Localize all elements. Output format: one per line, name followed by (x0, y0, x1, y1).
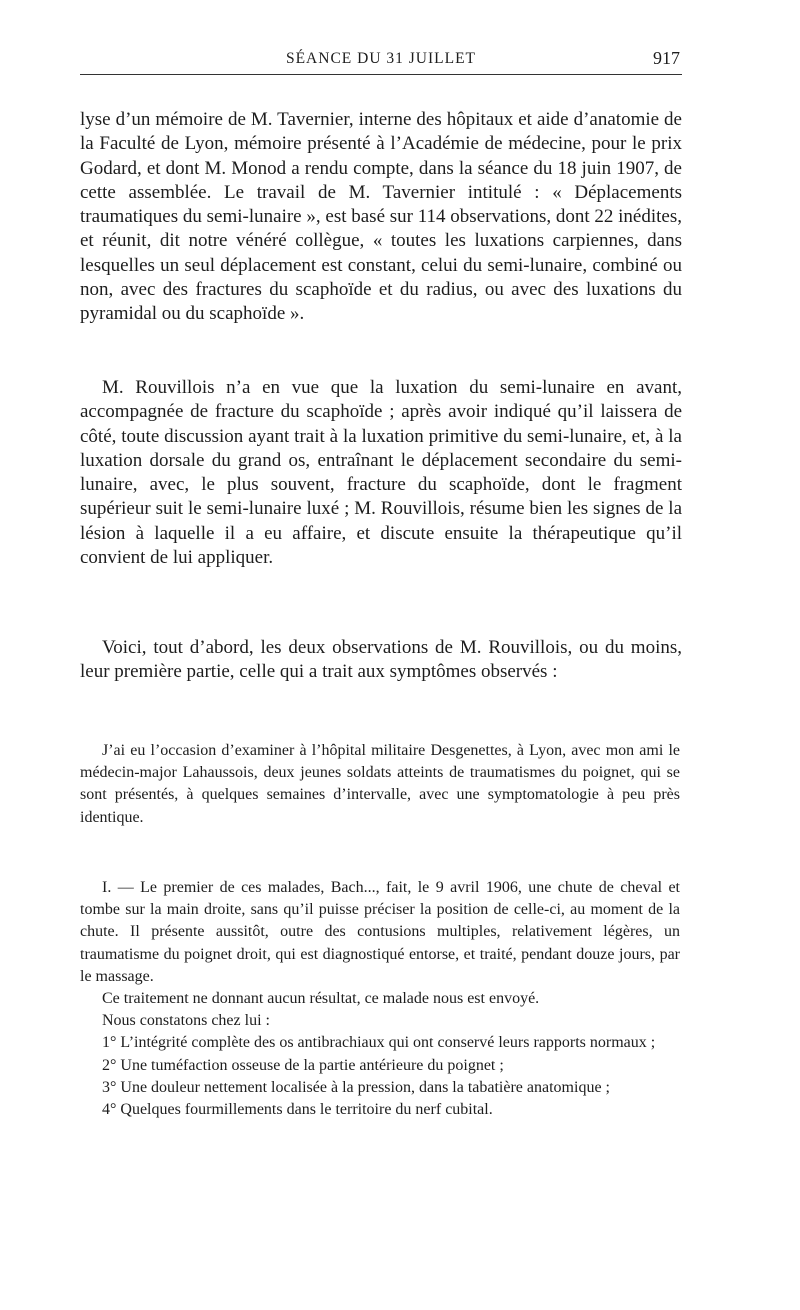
findings-intro: Nous constatons chez lui : (102, 1012, 270, 1030)
finding-item: 3° Une douleur nettement localisée à la pression, dans la tabatière anatomique ; (102, 1078, 610, 1096)
running-title: SÉANCE DU 31 JUILLET (285, 50, 477, 67)
paragraph-rouvillois-summary: M. Rouvillois n’a en vue que la luxation du semi-lunaire en avant, accompagnée de fracture du scaphoïde ; après avoir indiqué qu’il laissera de côté, toute discussion ayant trait à la luxation primitive du semi-lunaire, et, à la luxation dorsale du grand os, entraînant le déplacement secondaire du semi-lunaire, avec, le plus souvent, fracture du scaphoïde, dont le fragment supérieur suit le semi-lunaire luxé ; M. Rouvillois, résume bien les signes de la lésion à laquelle il a eu affaire, et discute ensuite la thérapeutique qu’il convient de lui appliquer. (80, 377, 682, 569)
case-one-paragraph: I. — Le premier de ces malades, Bach..., fait, le 9 avril 1906, une chute de cheval et tombe sur la main droite, sans qu’il puisse préciser la position de celle-ci, au moment de la chute. Il présente aussitôt, outre des contusions multiples, relativement légères, un traumatisme du poignet droit, qui est diagnostiqué entorse, et traité, pendant douze jours, par le massage. (80, 879, 680, 985)
paragraph-tavernier: lyse d’un mémoire de M. Tavernier, interne des hôpitaux et aide d’anatomie de la Faculté de Lyon, mémoire présenté à l’Académie de médecine, pour le prix Godard, et dont M. Monod a rendu compte, dans la séance du 18 juin 1907, de cette assemblée. Le travail de M. Tavernier intitulé : « Déplacements traumatiques du semi-lunaire », est basé sur 114 observations, dont 22 inédites, et réunit, dit notre vénéré collègue, « toutes les luxations carpiennes, dans lesquelles un seul déplacement est constant, celui du semi-lunaire, combiné ou non, avec des fractures du scaphoïde et du radius, ou avec des luxations du pyramidal ou du scaphoïde ». (80, 109, 682, 325)
case-one-section (80, 877, 680, 1121)
paragraph-quoted-intro: J’ai eu l’occasion d’examiner à l’hôpital militaire Desgenettes, à Lyon, avec mon ami le médecin-major Lahaussois, deux jeunes soldats atteints de traumatismes du poignet, qui se sont présentés, à quelques semaines d’intervalle, avec une symptomatologie à peu près identique. (80, 742, 680, 826)
paragraph-observations-intro: Voici, tout d’abord, les deux observations de M. Rouvillois, ou du moins, leur première partie, celle qui a trait aux symptômes observés : (80, 637, 682, 683)
finding-item: 2° Une tuméfaction osseuse de la partie antérieure du poignet ; (102, 1056, 504, 1074)
treatment-paragraph: Ce traitement ne donnant aucun résultat, ce malade nous est envoyé. (102, 990, 540, 1008)
page-header (80, 48, 682, 75)
finding-item: 4° Quelques fourmillements dans le territoire du nerf cubital. (102, 1101, 493, 1119)
finding-item: 1° L’intégrité complète des os antibrachiaux qui ont conservé leurs rapports normaux ; (102, 1034, 656, 1052)
page-number: 917 (653, 48, 680, 68)
